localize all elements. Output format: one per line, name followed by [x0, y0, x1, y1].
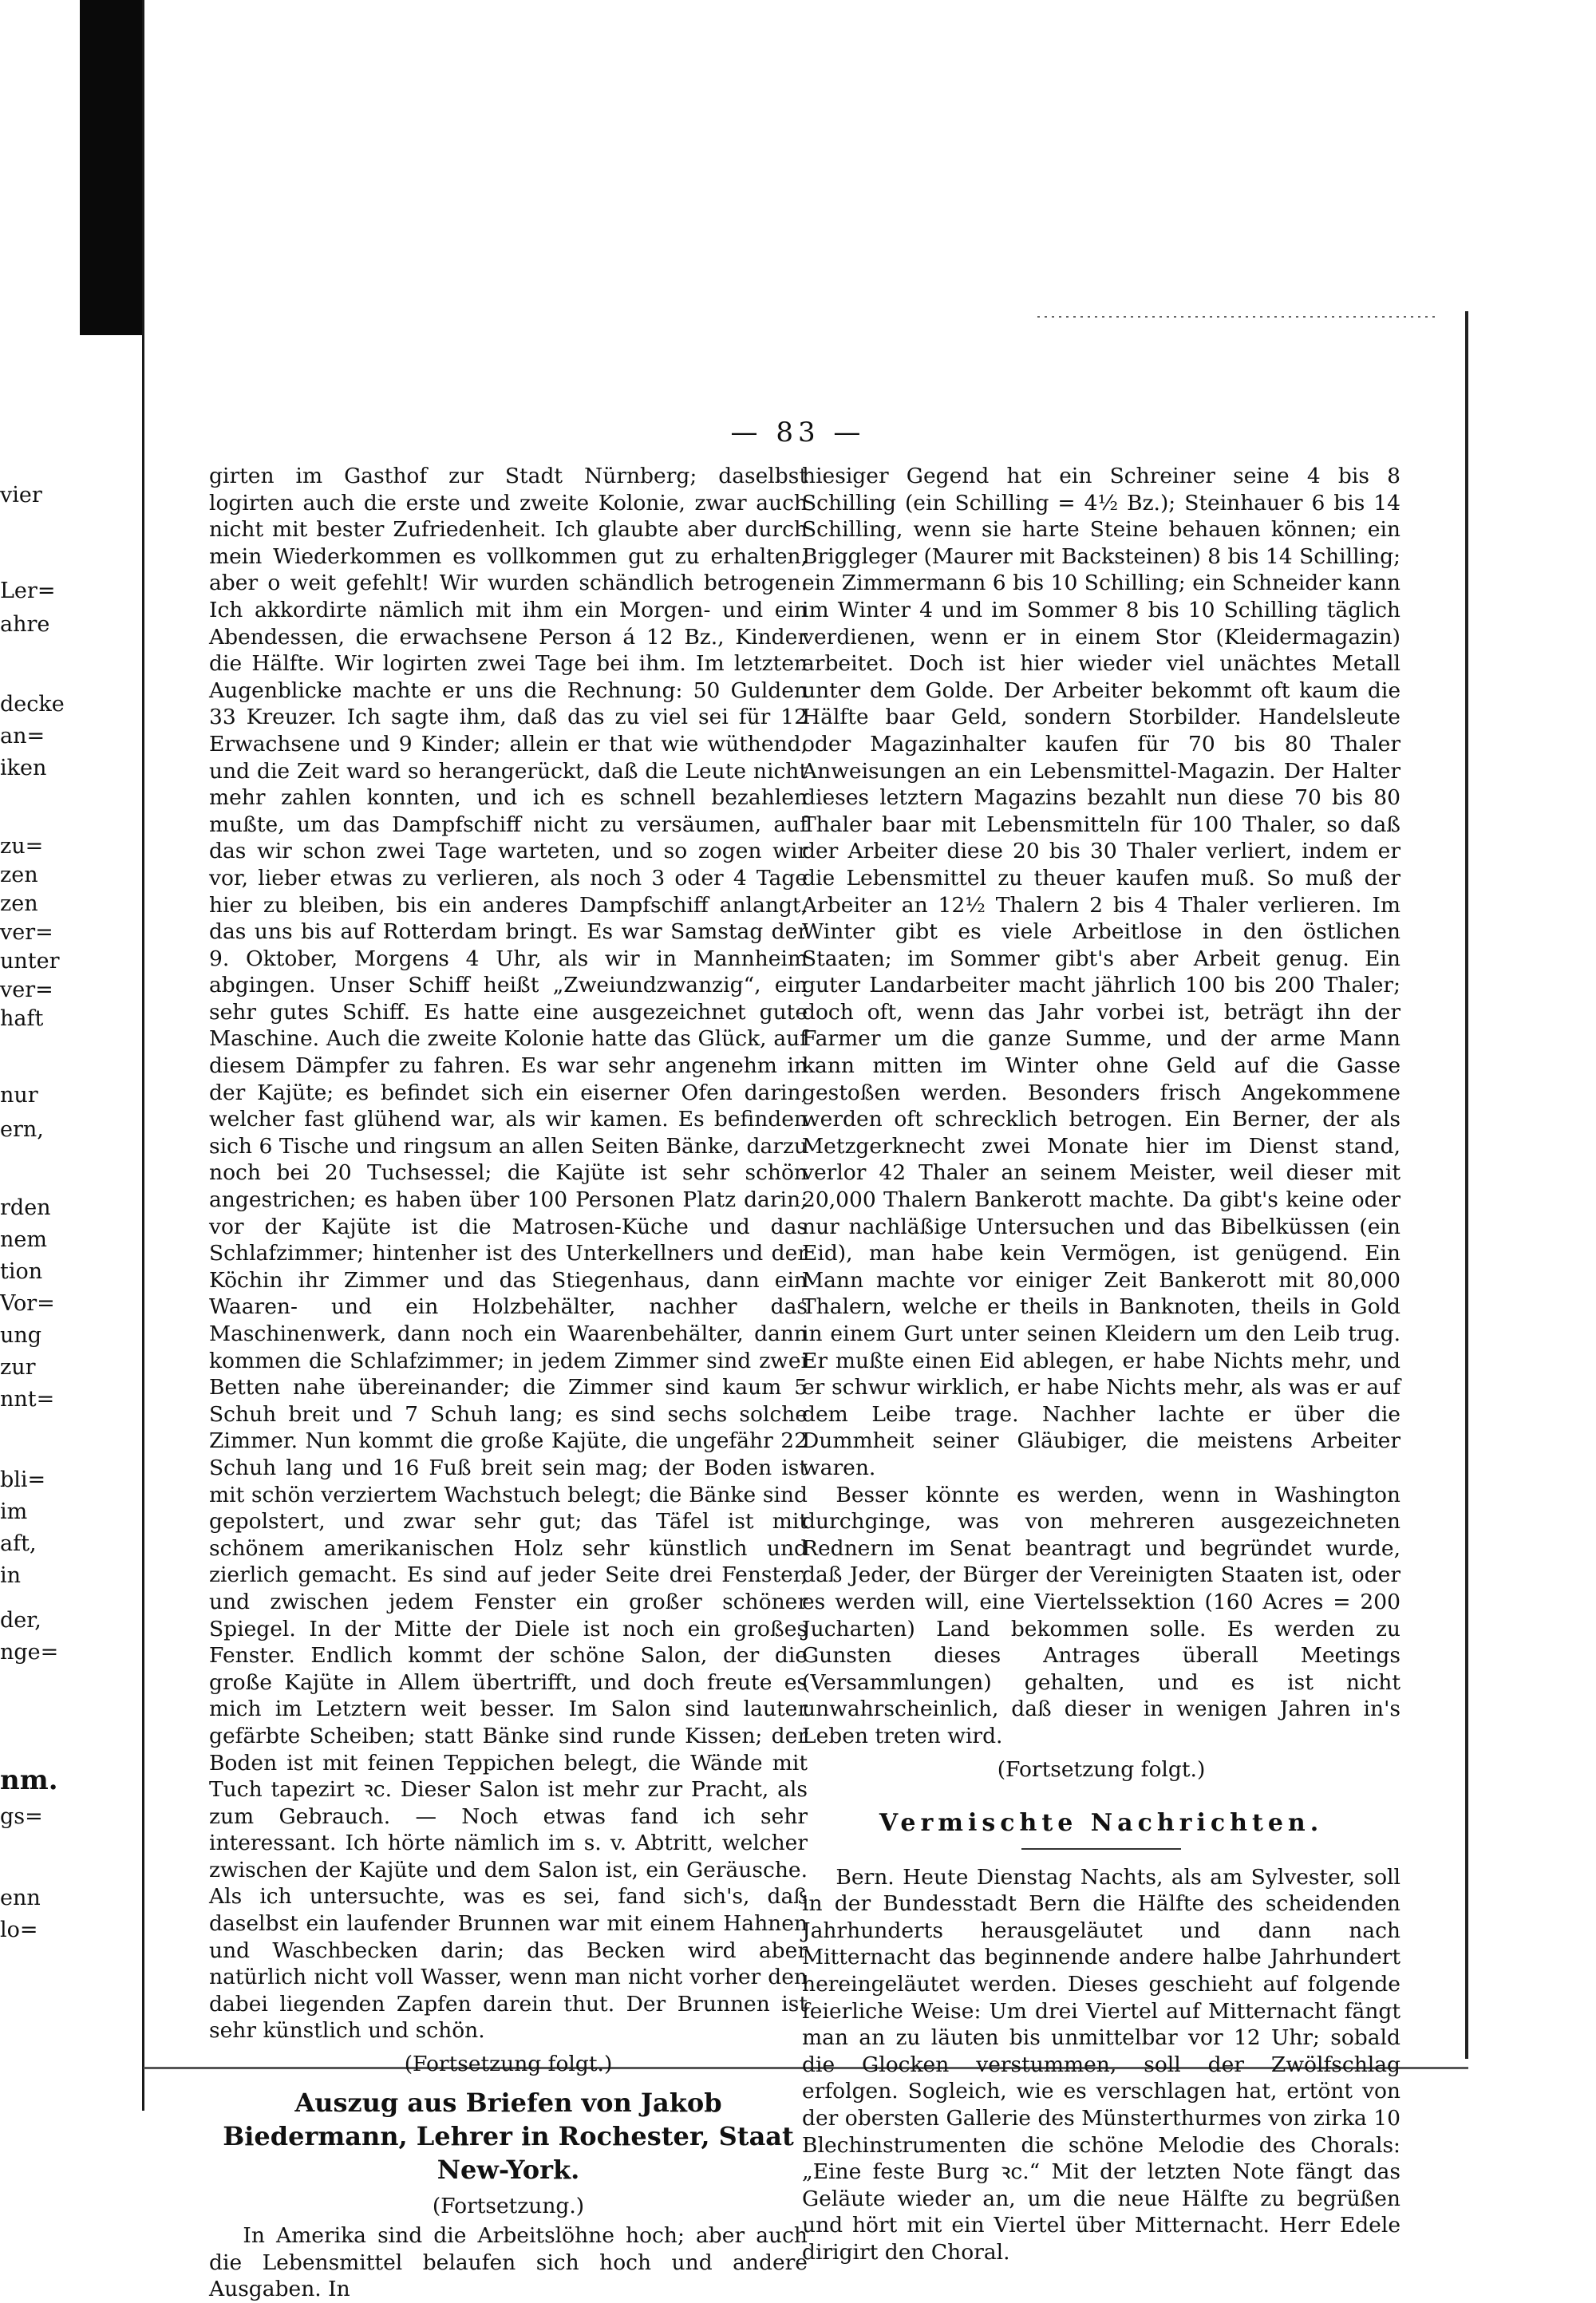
margin-fragment: nem [0, 1227, 47, 1252]
margin-fragment: nnt= [0, 1387, 55, 1412]
section-title [802, 1810, 1400, 1850]
margin-fragment: tion [0, 1259, 43, 1284]
page-edge-right [1465, 311, 1468, 2059]
body-paragraph: In Amerika sind die Arbeitslöhne hoch; aber auch die Lebensmittel belaufen sich hoch und andere Ausgaben. In [209, 2223, 808, 2302]
continuation-note: (Fortsetzung folgt.) [997, 1756, 1206, 1782]
margin-fragment: vier [0, 483, 42, 508]
margin-fragment: zen [0, 863, 38, 887]
section-title-text: Vermischte Nachrichten. [879, 1809, 1324, 1838]
margin-fragment: iken [0, 756, 47, 780]
body-paragraph: hiesiger Gegend hat ein Schreiner seine 4 bis 8 Schilling (ein Schilling = 4½ Bz.); Steinhauer 6 bis 14 Schilling, wenn sie harte Steine behauen können; ein Briggleger (Maurer mit Backsteinen) 8 bis 14 Schilling; ein Zimmermann 6 bis 10 Schilling; ein Schneider kann im Winter 4 und im Sommer 8 bis 10 Schilling täglich verdienen, wenn er in einem Stor (Kleidermagazin) arbeitet. Doch ist hier wieder viel unächtes Metall unter dem Golde. Der Arbeiter bekommt oft kaum die Hälfte baar Geld, sondern Storbilder. Handelsleute oder Magazinhalter kaufen für 70 bis 80 Thaler Anweisungen an ein Lebensmittel-Magazin. Der Halter dieses letztern Magazins bezahlt nun diese 70 bis 80 Thaler baar mit Lebensmitteln für 100 Thaler, so daß der Arbeiter diese 20 bis 30 Thaler verliert, indem er die Lebensmittel zu theuer kaufen muß. So muß der Arbeiter an 12½ Thalern 2 bis 4 Thaler verlieren. Im Winter gibt es viele Arbeitlose in den östlichen Staaten; im Sommer gibt's aber Arbeit genug. Ein guter Landarbeiter macht jährlich 100 bis 200 Thaler; doch oft, wenn das Jahr vorbei ist, beträgt ihn der Farmer um die ganze Summe, und der arme Mann kann mitten im Winter ohne Geld auf die Gasse gestoßen werden. Besonders frisch Angekommene werden oft schrecklich betrogen. Ein Berner, der als Metzgerknecht zwei Monate hier im Dienst stand, verlor 42 Thaler an seinem Meister, weil dieser mit 20,000 Thalern Bankerott machte. Da gibt's keine oder nur nachläßige Untersuchen und das Bibelküssen (ein Eid), man habe kein Vermögen, ist genügend. Ein Mann machte vor einiger Zeit Bankerott mit 80,000 Thalern, welche er theils in Banknoten, theils in Gold in einem Gurt unter seinen Kleidern um den Leib trug. Er mußte einen Eid ablegen, er habe Nichts mehr, und er schwur wirklich, er habe Nichts mehr, als was er auf dem Leibe trage. Nachher lachte er über die Dummheit seiner Gläubiger, die meistens Arbeiter waren. [802, 464, 1400, 1480]
body-paragraph: Bern. Heute Dienstag Nachts, als am Sylvester, soll in der Bundesstadt Bern die Hälfte des scheidenden Jahrhunderts herausgeläutet und dann nach Mitternacht das beginnende andere halbe Jahrhundert hereingeläutet werden. Dieses geschieht auf folgende feierliche Weise: Um drei Viertel auf Mitternacht fängt man an zu läuten bis unmittelbar vor 12 Uhr; sobald die Glocken verstummen, soll der Zwölfschlag erfolgen. Sogleich, wie es verschlagen hat, ertönt von der obersten Gallerie des Münsterthurmes von zirka 10 Blechinstrumenten die schöne Melodie des Chorals: „Eine feste Burg ꝛc.“ Mit der letzten Note fängt das Geläute wieder an, um die neue Hälfte zu begrüßen und hört mit ein Viertel über Mitternacht. Herr Edele dirigirt den Choral. [802, 1864, 1400, 2265]
right-column [802, 463, 1400, 2266]
margin-fragment: nm. [0, 1764, 58, 1796]
margin-fragment: unter [0, 949, 60, 974]
margin-fragment: Ler= [0, 579, 56, 603]
margin-fragment: nge= [0, 1640, 59, 1665]
body-paragraph: girten im Gasthof zur Stadt Nürnberg; daselbst logirten auch die erste und zweite Kolonie, zwar auch nicht mit bester Zufriedenheit. Ich glaubte aber durch mein Wiederkommen es vollkommen gut zu erhalten, aber o weit gefehlt! Wir wurden schändlich betrogen. Ich akkordirte nämlich mit ihm ein Morgen- und ein Abendessen, die erwachsene Person á 12 Bz., Kinder die Hälfte. Wir logirten zwei Tage bei ihm. Im letzten Augenblicke machte er uns die Rechnung: 50 Gulden 33 Kreuzer. Ich sagte ihm, daß das zu viel sei für 12 Erwachsene und 9 Kinder; allein er that wie wüthend, und die Zeit ward so herangerückt, daß die Leute nicht mehr zahlen konnten, und ich es schnell bezahlen mußte, um das Dampfschiff nicht zu versäumen, auf das wir schon zwei Tage warteten, und so zogen wir vor, lieber etwas zu verlieren, als noch 3 oder 4 Tage hier zu bleiben, bis ein anderes Dampfschiff anlangt, das uns bis auf Rotterdam bringt. Es war Samstag der 9. Oktober, Morgens 4 Uhr, als wir in Mannheim abgingen. Unser Schiff heißt „Zweiundzwanzig“, ein sehr gutes Schiff. Es hatte eine ausgezeichnet gute Maschine. Auch die zweite Kolonie hatte das Glück, auf diesem Dämpfer zu fahren. Es war sehr angenehm in der Kajüte; es befindet sich ein eiserner Ofen darin, welcher fast glühend war, als wir kamen. Es befinden sich 6 Tische und ringsum an allen Seiten Bänke, darzu noch bei 20 Tuchsessel; die Kajüte ist sehr schön angestrichen; es haben über 100 Personen Platz darin; vor der Kajüte ist die Matrosen-Küche und das Schlafzimmer; hintenher ist des Unterkellners und der Köchin ihr Zimmer und das Stiegenhaus, dann ein Waaren- und ein Holzbehälter, nachher das Maschinenwerk, dann noch ein Waarenbehälter, dann kommen die Schlafzimmer; in jedem Zimmer sind zwei Betten nahe übereinander; die Zimmer sind kaum 5 Schuh breit und 7 Schuh lang; es sind sechs solche Zimmer. Nun kommt die große Kajüte, die ungefähr 22 Schuh lang und 16 Fuß breit sein mag; der Boden ist mit schön verziertem Wachstuch belegt; die Bänke sind gepolstert, und zwar sehr gut; das Täfel ist mit schönem amerikanischen Holz sehr künstlich und zierlich gemacht. Es sind auf jeder Seite drei Fenster, und zwischen jedem Fenster ein großer schöner Spiegel. In der Mitte der Diele ist noch ein großes Fenster. Endlich kommt der schöne Salon, der die große Kajüte in Allem übertrifft, und doch freute es mich im Letztern weit besser. Im Salon sind lauter gefärbte Scheiben; statt Bänke sind runde Kissen; der Boden ist mit feinen Teppichen belegt, die Wände mit Tuch tapezirt ꝛc. Dieser Salon ist mehr zur Pracht, als zum Gebrauch. — Noch etwas fand ich sehr interessant. Ich hörte nämlich im s. v. Abtritt, welcher zwischen der Kajüte und dem Salon ist, ein Geräusche. Als ich untersuchte, was es sei, fand sich's, daß daselbst ein laufender Brunnen war mit einem Hahnen und Waschbecken darin; das Becken wird aber natürlich nicht voll Wasser, wenn man nicht vorher den dabei liegenden Zapfen darein thut. Der Brunnen ist sehr künstlich und schön. [209, 464, 808, 2044]
margin-fragment: zu= [0, 834, 44, 859]
margin-fragment: im [0, 1499, 28, 1524]
page-gutter-line [142, 0, 144, 2111]
body-paragraph: Besser könnte es werden, wenn in Washington durchginge, was von mehreren ausgezeichneten Rednern im Senat beantragt und begründet wurde, daß Jeder, der Bürger der Vereinigten Staaten ist, oder es werden will, eine Viertelssektion (160 Acres = 200 Jucharten) Land bekommen solle. Es werden zu Gunsten dieses Antrages überall Meetings (Versammlungen) gehalten, und es ist nicht unwahrscheinlich, daß dieser in wenigen Jahren in's Leben treten wird. [802, 1482, 1400, 1748]
page-number: — 83 — [730, 417, 866, 448]
left-column [209, 463, 808, 2303]
page-fold-mark [1037, 316, 1436, 318]
margin-fragment: haft [0, 1006, 44, 1031]
margin-fragment: nur [0, 1083, 38, 1108]
margin-fragment: bli= [0, 1468, 46, 1492]
margin-fragment: zen [0, 891, 38, 916]
margin-fragment: lo= [0, 1918, 38, 1942]
margin-fragment: an= [0, 724, 45, 749]
margin-fragment: enn [0, 1886, 41, 1910]
margin-fragment: gs= [0, 1804, 43, 1829]
scan-black-border [80, 0, 144, 335]
article-title: Auszug aus Briefen von Jakob Biedermann, Lehrer in Rochester, Staat New-York. [223, 2087, 794, 2185]
margin-fragment: decke [0, 692, 65, 717]
margin-fragment: ahre [0, 612, 50, 637]
margin-fragment: Vor= [0, 1291, 55, 1316]
section-divider [1021, 1848, 1181, 1850]
margin-fragment: ver= [0, 920, 53, 945]
margin-fragment: aft, [0, 1531, 37, 1556]
margin-fragment: in [0, 1563, 22, 1588]
margin-fragment: ver= [0, 978, 53, 1002]
article-continuation-label: (Fortsetzung.) [432, 2193, 585, 2218]
margin-fragment: ern, [0, 1117, 44, 1142]
margin-fragment: zur [0, 1355, 36, 1380]
continuation-note: (Fortsetzung folgt.) [404, 2052, 613, 2077]
margin-fragment: rden [0, 1195, 51, 1220]
margin-fragment: der, [0, 1608, 41, 1633]
margin-fragment: ung [0, 1323, 42, 1348]
